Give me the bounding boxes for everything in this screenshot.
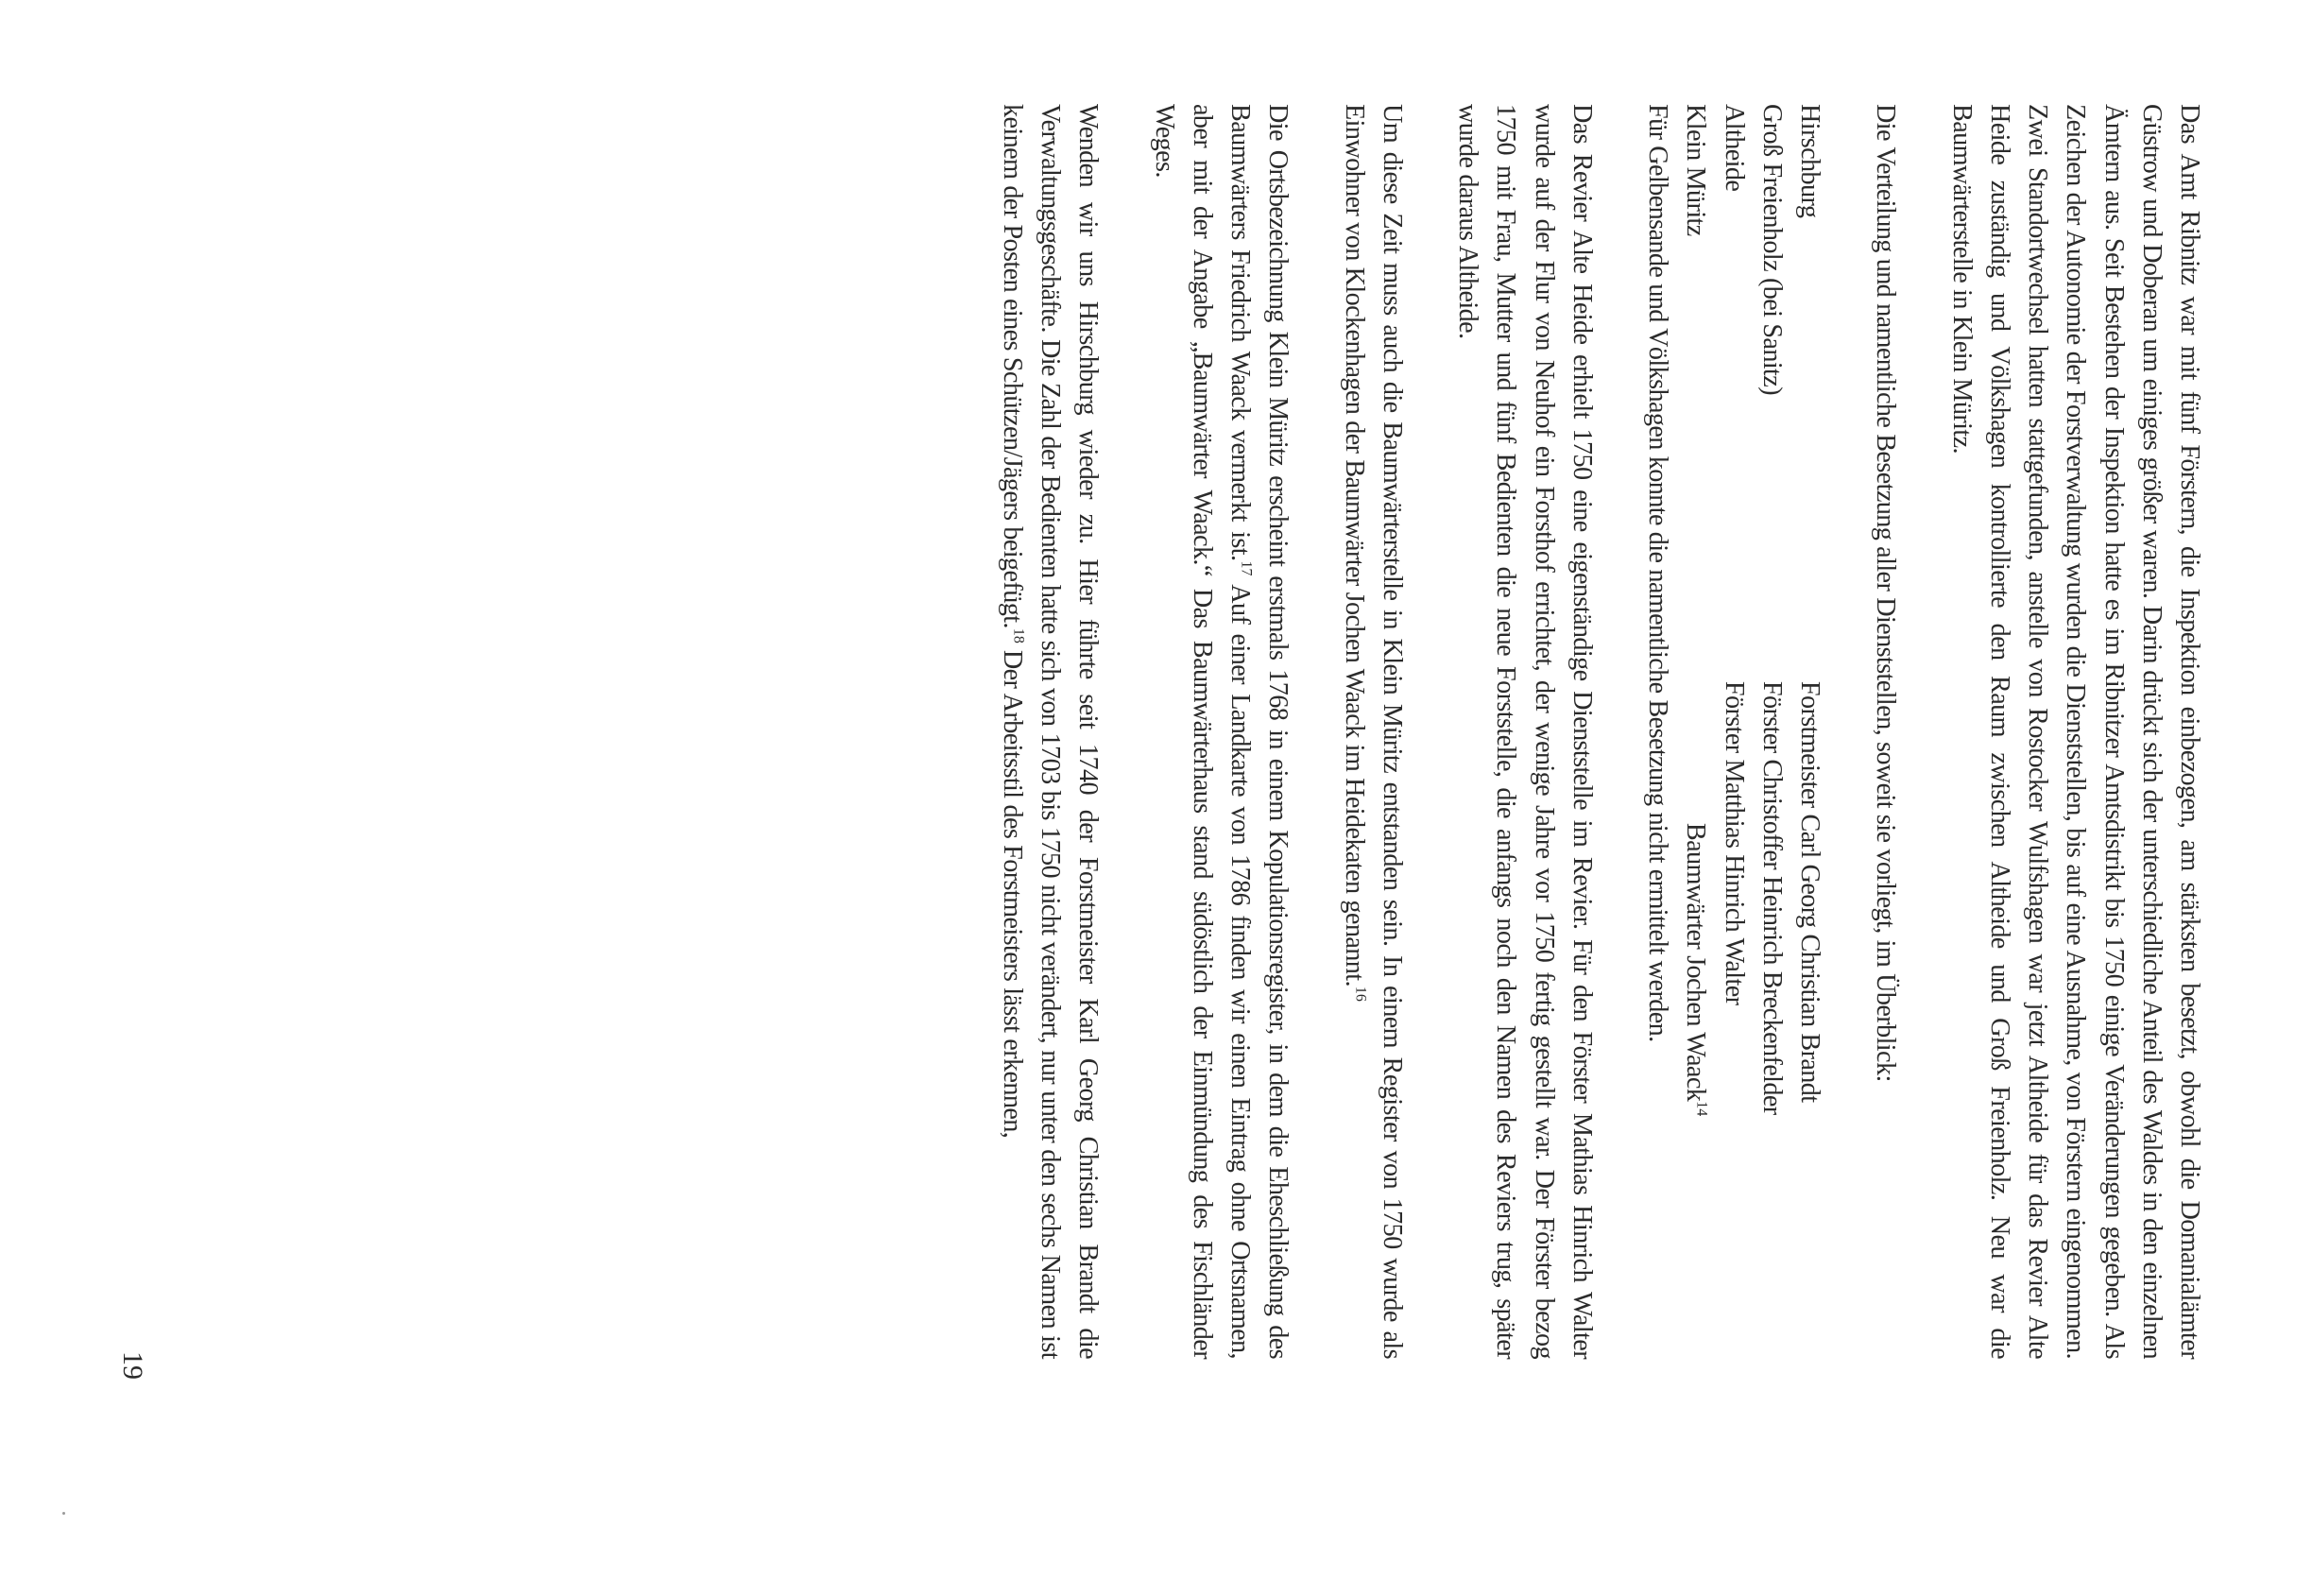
paragraph-text-continued: Der Arbeitsstil des Forstmeisters lässt erkennen,	[997, 643, 1027, 1139]
page-number: 19	[117, 1351, 148, 1380]
footnote-marker: 16	[1351, 986, 1368, 1002]
roster-row	[1676, 104, 1714, 1359]
roster-person: Forstmeister Carl Georg Christian Brandt	[1795, 680, 1824, 1103]
paragraph-overview-intro: Die Verteilung und namentliche Besetzung aller Dienststellen, soweit sie vorliegt, im Überblick:	[1871, 104, 1901, 1082]
roster-place: Altheide	[1719, 104, 1749, 192]
paragraph-amt-ribnitz: Das Amt Ribnitz war mit fünf Förstern, die Inspektion einbezogen, am stärksten besetzt, obwohl die Domanialämter Güstrow und Doberan um einiges größer waren. Darin drückt sich der unterschiedliche Anteil des Waldes in den einzelnen Ämtern aus. Seit Bestehen der Inspektion hatte es im Ribnitzer Amtsdistrikt bis 1750 einige Veränderungen gegeben. Als Zeichen der Autonomie der Forstverwaltung wurden die Dienststellen, bis auf eine Ausnahme, von Förstern eingenommen. Zwei Standortwechsel hatten stattgefunden, anstelle von Rostocker Wulfshagen war jetzt Altheide für das Revier Alte Heide zuständig und Völkshagen kontrollierte den Raum zwischen Altheide und Groß Freienholz. Neu war die Baumwärterstelle in Klein Müritz.	[1946, 104, 2204, 1359]
scan-speck	[62, 1512, 65, 1515]
roster-place: Hirschburg	[1795, 104, 1824, 218]
paragraph-ortsbezeichnung	[1144, 104, 1296, 1359]
paragraph-text: Die Ortsbezeichnung Klein Müritz erscheint erstmals 1768 in einem Kopulationsregister, in dem die Eheschließung des Baumwärters Friedrich Waack vermerkt ist.	[1225, 104, 1293, 1359]
roster-row	[1790, 104, 1828, 1359]
paragraph-text: Wenden wir uns Hirschburg wieder zu. Hier führte seit 1740 der Forstmeister Karl Georg Christian Brandt die Verwaltungsgeschäfte. Die Zahl der Bedienten hatte sich von 1703 bis 1750 nicht verändert, nur unter den sechs Namen ist keinem der Posten eines Schützen/Jägers beigefügt.	[997, 104, 1104, 1359]
paragraph-hirschburg	[993, 104, 1107, 1359]
roster-place: Klein Müritz	[1681, 104, 1711, 236]
roster-note: Für Gelbensande und Völkshagen konnte die namentliche Besetzung nicht ermittelt werden.	[1643, 104, 1673, 1042]
roster-row	[1753, 104, 1790, 1359]
paragraph-text: Um diese Zeit muss auch die Baumwärterstelle in Klein Müritz entstanden sein. In einem Register von 1750 wurde als Einwohner von Klockenhagen der Baumwärter Jochen Waack im Heidekaten genannt.	[1339, 104, 1407, 1359]
roster-row	[1714, 104, 1752, 1359]
footnote-marker: 14	[1693, 1101, 1710, 1117]
roster-person: Baumwärter Jochen Waack	[1681, 822, 1711, 1102]
body-text	[993, 104, 2208, 1359]
paragraph-text-continued: Auf einer Landkarte von 1786 finden wir einen Eintrag ohne Ortsnamen, aber mit der Angabe „Baumwärter Waack.“ Das Baumwärterhaus stand südöstlich der Einmündung des Fischländer Weges.	[1149, 104, 1255, 1359]
paragraph-revier-alte-heide: Das Revier Alte Heide erhielt 1750 eine eigenständige Dienststelle im Revier. Für den Förster Mathias Hinrich Walter wurde auf der Flur von Neuhof ein Forsthof errichtet, der wenige Jahre vor 1750 fertig gestellt war. Der Förster bezog 1750 mit Frau, Mutter und fünf Bedienten die neue Forststelle, die anfangs noch den Namen des Reviers trug, später wurde daraus Altheide.	[1453, 104, 1597, 1359]
roster-place: Groß Freienholz (bei Sanitz)	[1756, 104, 1787, 395]
footnote-marker: 17	[1238, 560, 1255, 576]
paragraph-klein-mueritz	[1334, 104, 1410, 1359]
staff-roster-table	[1676, 104, 1828, 1359]
footnote-marker: 18	[1010, 627, 1027, 644]
roster-person: Förster Christoffer Heinrich Breckenfelder	[1756, 680, 1787, 1115]
roster-person: Förster Matthias Hinrich Walter	[1719, 680, 1749, 1005]
roster-person-with-footnote	[1676, 681, 1714, 1359]
